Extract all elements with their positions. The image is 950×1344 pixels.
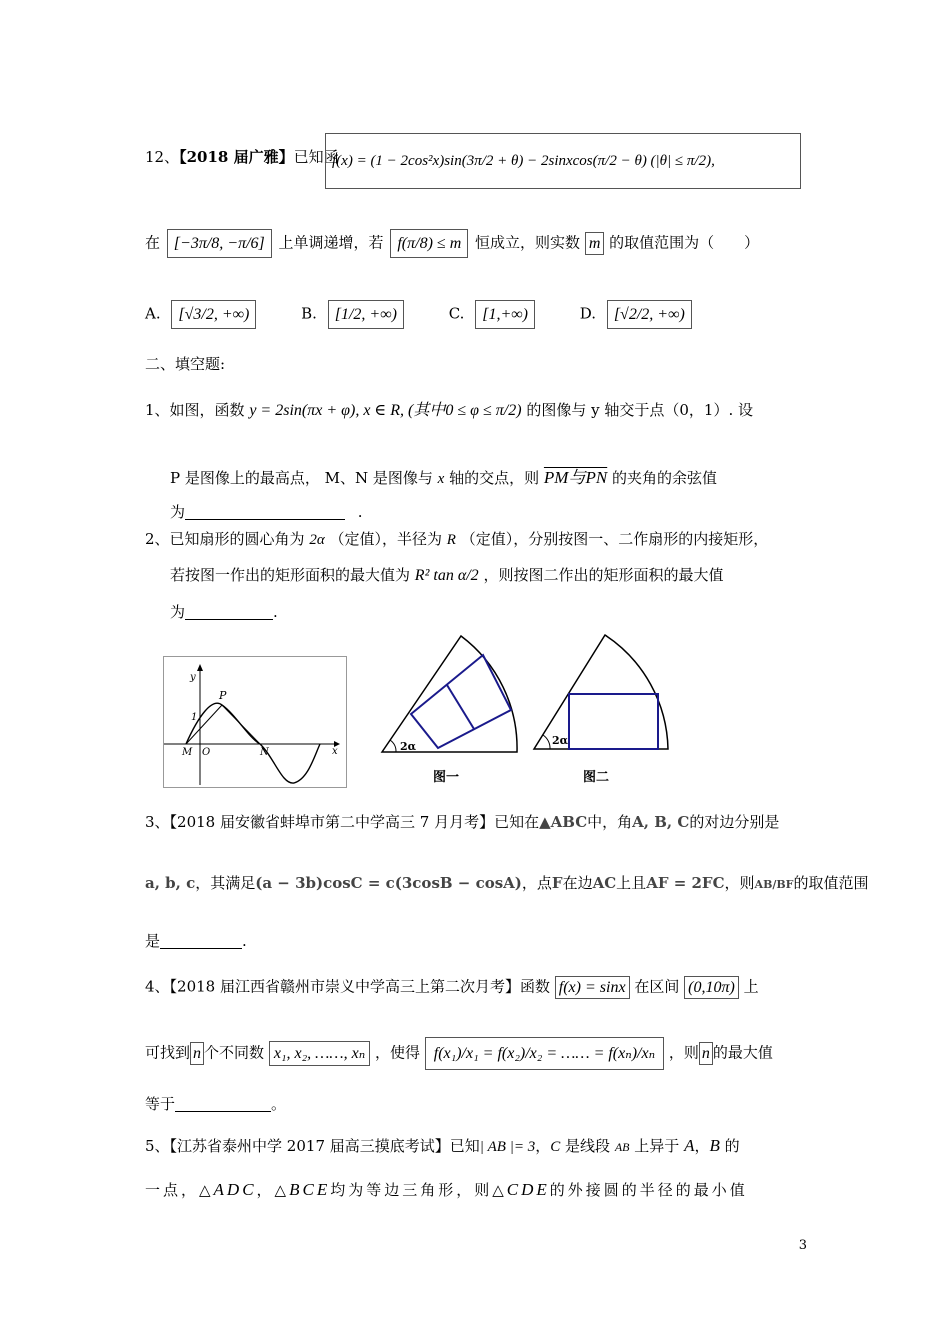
f3-ac: AC xyxy=(592,874,617,892)
f2-line1 xyxy=(145,532,768,548)
f3-text-a: 3、【2018 届安徽省蚌埠市第二中学高三 7 月月考】已知在 xyxy=(145,813,540,831)
section-title: 二、填空题: xyxy=(145,355,226,373)
f3-line2 xyxy=(145,876,869,891)
f3-sides: a, b, c xyxy=(145,874,196,892)
q12-condition-text: f(π/8) ≤ m xyxy=(397,235,462,252)
f5-line1 xyxy=(145,1137,740,1155)
f5-text-g: ，△ xyxy=(256,1181,290,1199)
f3-text-j: 是 xyxy=(145,932,161,950)
page-number: 3 xyxy=(798,1238,807,1253)
f3-text-c: 的对边分别是 xyxy=(689,813,780,831)
f3-text-d: ，其满足 xyxy=(195,874,256,892)
q12-formula xyxy=(325,133,801,189)
graph-o-label: O xyxy=(202,747,211,758)
f5-text-e: 的 xyxy=(724,1137,740,1155)
graph-x-label: x xyxy=(332,746,338,757)
f3-triangle: ▲ABC xyxy=(539,813,588,831)
f3-text-i: 的取值范围 xyxy=(793,874,869,892)
f2-text-d: 若按图一作出的矩形面积的最大值为 xyxy=(170,566,411,584)
f5-adc: ADC xyxy=(213,1180,257,1199)
option-d-value xyxy=(607,300,692,329)
f5-c: C xyxy=(550,1139,561,1155)
f4-end: 。 xyxy=(271,1095,287,1113)
q12-source: 【2018 届广雅】 xyxy=(179,148,294,166)
graph-one-label: 1 xyxy=(191,712,198,723)
f2-text-a: 2、已知扇形的圆心角为 xyxy=(145,530,305,548)
f2-formula: R² tan α/2 xyxy=(414,567,479,584)
f5-bce: BCE xyxy=(289,1180,331,1199)
q12-prefix: 12、 xyxy=(145,148,180,166)
f4-xs-text: x₁, x₂, ……, xₙ xyxy=(273,1045,366,1062)
f5-ab: | AB |= 3 xyxy=(479,1139,536,1155)
f3-line3 xyxy=(145,934,247,949)
q12-var-m-text: m xyxy=(588,235,601,252)
f1-text-c: P 是图像上的最高点， M、N 是图像与 xyxy=(170,469,433,487)
f3-angles: A, B, C xyxy=(632,813,690,831)
f4-text-i: 等于 xyxy=(145,1095,176,1113)
option-c-value xyxy=(475,300,535,329)
f2-text-c: （定值），分别按图一、二作扇形的内接矩形， xyxy=(460,530,769,548)
f5-text-f: 一点，△ xyxy=(145,1181,214,1199)
q12-text-d: 的取值范围为（ ） xyxy=(609,233,760,252)
f4-equation-text: f(x₁)/x₁ = f(x₂)/x₂ = …… = f(xₙ)/xₙ xyxy=(433,1045,656,1062)
q12-lead: 已知函 xyxy=(293,148,339,166)
f5-text-b: ， xyxy=(535,1137,551,1155)
f4-function-text: f(x) = sinx xyxy=(558,979,626,996)
f1-end: . xyxy=(357,503,363,521)
f2-line2 xyxy=(170,568,723,584)
f3-ratio: AB/BF xyxy=(754,878,794,891)
f3-end: . xyxy=(242,932,247,950)
graph-m-label: M xyxy=(182,747,193,758)
f1-line3 xyxy=(170,505,363,520)
f2-r: R xyxy=(446,532,456,548)
f5-text-h: 均为等边三角形，则△ xyxy=(330,1181,507,1199)
f4-xs xyxy=(269,1041,370,1066)
f3-f: F xyxy=(551,874,563,892)
f1-line1 xyxy=(145,403,753,419)
f4-n-2 xyxy=(699,1042,713,1065)
f4-text-f: ，使得 xyxy=(374,1043,420,1062)
f4-interval-text: (0,10π) xyxy=(688,979,735,996)
option-c-text: [1,+∞) xyxy=(482,306,528,323)
f5-ab-segment: AB xyxy=(614,1140,630,1154)
f2-text-b: （定值），半径为 xyxy=(329,530,442,548)
f4-interval xyxy=(684,976,739,999)
f4-answer-blank[interactable] xyxy=(175,1111,271,1112)
option-a-value xyxy=(171,300,256,329)
q12-interval-text: [−3π/8, −π/6] xyxy=(173,235,265,252)
f5-a: A xyxy=(684,1136,695,1155)
graph-y-label: y xyxy=(190,672,196,683)
f3-equation: (a − 3b)cosC = c(3cosB − cosA) xyxy=(255,874,522,892)
sector-one-angle: 2α xyxy=(400,740,417,753)
option-b-label: B. xyxy=(301,304,317,323)
option-d-label: D. xyxy=(579,304,597,323)
f5-comma: ， xyxy=(694,1137,710,1155)
f2-end: . xyxy=(273,603,278,621)
f3-equation-2: AF = 2FC xyxy=(646,874,725,892)
option-b-text: [1/2, +∞) xyxy=(334,306,397,323)
f4-function xyxy=(555,976,630,999)
f5-line2 xyxy=(145,1181,748,1198)
f1-vectors: PM与PN xyxy=(543,468,608,487)
f4-text-g: ，则 xyxy=(668,1043,699,1062)
f2-text-e: ，则按图二作出的矩形面积的最大值 xyxy=(483,566,724,584)
f3-text-f: 在边 xyxy=(562,874,593,892)
f1-text-f: 为 xyxy=(170,503,186,521)
sector-figure-two xyxy=(532,632,677,757)
f4-line3 xyxy=(145,1097,286,1112)
f1-text-e: 的夹角的余弦值 xyxy=(611,469,717,487)
f2-alpha: 2α xyxy=(309,532,325,548)
f4-text-b: 在区间 xyxy=(634,977,680,996)
f4-line2 xyxy=(145,1037,773,1070)
f4-line1 xyxy=(145,976,759,999)
f4-text-d: 可找到 xyxy=(145,1043,191,1062)
f5-text-i: 的外接圆的半径的最小值 xyxy=(549,1181,748,1199)
f1-text-d: 轴的交点，则 xyxy=(449,469,540,487)
q12-interval xyxy=(167,229,272,258)
f1-text-a: 1、如图，函数 xyxy=(145,401,245,419)
f3-text-e: ，点 xyxy=(521,874,552,892)
f3-answer-blank[interactable] xyxy=(160,948,242,949)
sector-one-caption: 图一 xyxy=(433,770,460,785)
sector-figure-one xyxy=(375,632,525,757)
sector-two-caption: 图二 xyxy=(583,770,610,785)
q12-text-b: 上单调递增，若 xyxy=(278,233,384,252)
q12-line1 xyxy=(145,150,339,165)
q12-condition xyxy=(390,229,468,258)
option-a-label: A. xyxy=(145,304,161,323)
q12-var-m xyxy=(585,232,605,255)
f5-cde: CDE xyxy=(506,1180,550,1199)
f4-equation xyxy=(425,1037,664,1070)
f3-text-h: ，则 xyxy=(724,874,755,892)
f4-text-e: 个不同数 xyxy=(204,1043,265,1062)
q12-line2 xyxy=(145,229,759,258)
option-d-text: [√2/2, +∞) xyxy=(613,306,685,323)
f4-text-c: 上 xyxy=(743,977,759,996)
f4-n-text-2: n xyxy=(701,1045,710,1062)
q12-text-c: 恒成立，则实数 xyxy=(475,233,581,252)
f1-answer-blank[interactable] xyxy=(185,519,345,520)
f5-text-c: 是线段 xyxy=(565,1137,611,1155)
f2-text-f: 为 xyxy=(170,603,186,621)
sector-two-angle: 2α xyxy=(552,734,569,747)
option-b-value xyxy=(328,300,404,329)
f4-text-h: 的最大值 xyxy=(712,1043,773,1062)
f1-line2 xyxy=(170,469,717,487)
option-a-text: [√3/2, +∞) xyxy=(178,306,250,323)
f4-text-a: 4、【2018 届江西省赣州市崇义中学高三上第二次月考】函数 xyxy=(145,977,550,996)
f4-n xyxy=(190,1042,204,1065)
q12-text-a: 在 xyxy=(145,233,161,252)
f5-b: B xyxy=(709,1136,720,1155)
sine-graph-figure xyxy=(163,656,347,788)
graph-n-label: N xyxy=(260,747,269,758)
f1-text-b: 的图像与 y 轴交于点（0，1）. 设 xyxy=(526,401,753,419)
q12-options xyxy=(145,300,692,329)
f3-text-g: 上且 xyxy=(616,874,647,892)
f3-text-b: 中，角 xyxy=(587,813,633,831)
f2-line3 xyxy=(170,605,278,620)
graph-p-label: P xyxy=(219,689,227,702)
f5-text-a: 5、【江苏省泰州中学 2017 届高三摸底考试】已知 xyxy=(145,1137,480,1155)
f5-text-d: 上异于 xyxy=(634,1137,680,1155)
sine-graph xyxy=(164,657,346,787)
f2-answer-blank[interactable] xyxy=(185,619,273,620)
f3-line1 xyxy=(145,815,779,830)
f1-x: x xyxy=(437,471,445,487)
f4-n-text: n xyxy=(193,1045,202,1062)
q12-formula-text: f(x) = (1 − 2cos²x)sin(3π/2 + θ) − 2sinxcos(π/2 − θ) (|θ| ≤ π/2), xyxy=(332,153,715,169)
option-c-label: C. xyxy=(448,304,465,323)
f1-formula: y = 2sin(πx + φ), x ∈ R, (其中0 ≤ φ ≤ π/2) xyxy=(249,402,522,419)
